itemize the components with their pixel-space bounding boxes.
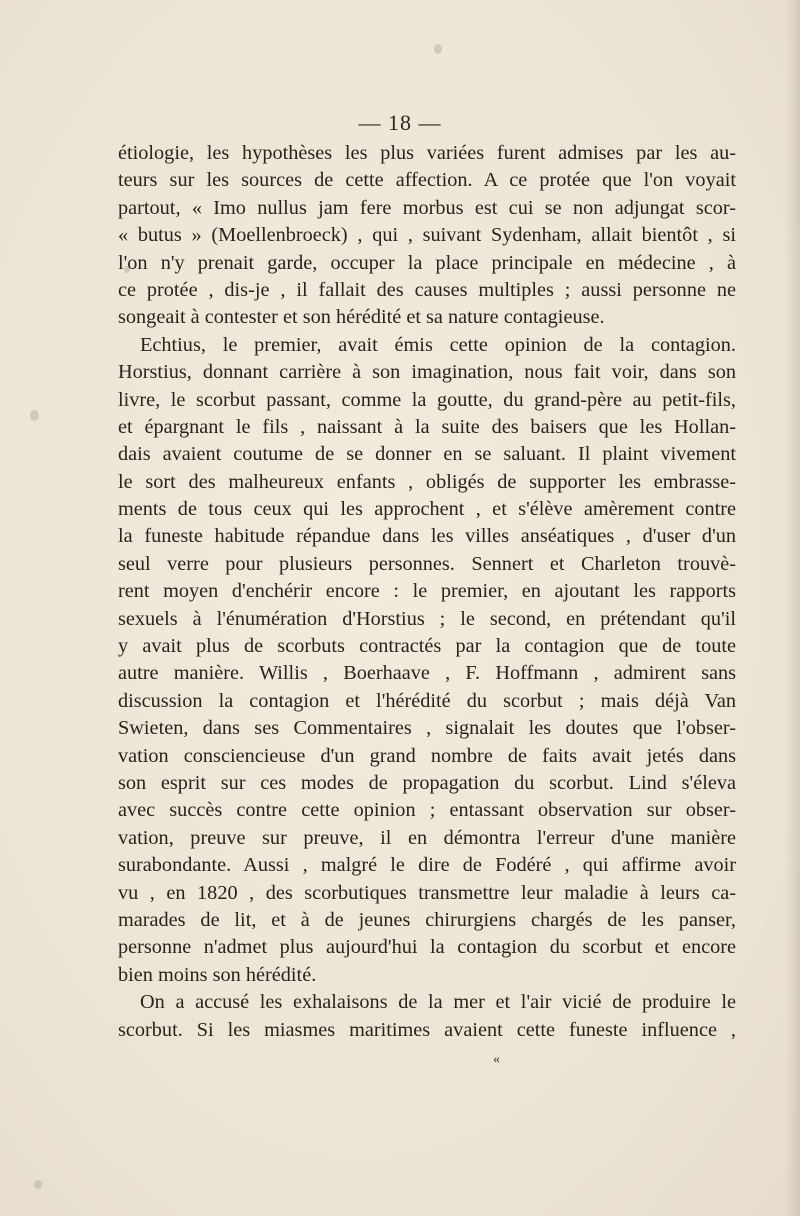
text-line: On a accusé les exhalaisons de la mer et l'air vicié de produire le [140, 991, 736, 1014]
text-line: marades de lit, et à de jeunes chirurgiens chargés de les panser, [118, 908, 736, 931]
ink-stain-bottom-left [34, 1180, 42, 1189]
text-line: bien moins son hérédité. [118, 963, 317, 986]
text-line: Horstius, donnant carrière à son imagination, nous fait voir, dans son [118, 361, 736, 384]
text-line: vu , en 1820 , des scorbutiques transmettre leur maladie à leurs ca- [118, 881, 736, 904]
text-line: teurs sur les sources de cette affection. A ce protée que l'on voyait [118, 169, 736, 192]
text-line: discussion la contagion et l'hérédité du scorbut ; mais déjà Van [118, 689, 736, 712]
text-line: autre manière. Willis , Boerhaave , F. Hoffmann , admirent sans [118, 662, 736, 685]
text-line: songeait à contester et son hérédité et sa nature contagieuse. [118, 306, 605, 329]
catchword-mark: « [493, 1052, 500, 1067]
page-number: — 18 — [358, 110, 442, 135]
body-text [118, 140, 736, 1044]
page-edge-shadow [786, 0, 800, 1216]
text-line: scorbut. Si les miasmes maritimes avaient cette funeste influence , [118, 1018, 736, 1041]
text-line: livre, le scorbut passant, comme la goutte, du grand-père au petit-fils, [118, 388, 736, 411]
text-line: la funeste habitude répandue dans les villes anséatiques , d'user d'un [118, 525, 736, 548]
text-line: surabondante. Aussi , malgré le dire de Fodéré , qui affirme avoir [118, 854, 736, 877]
ink-stain-left-2 [30, 410, 39, 421]
text-line: « butus » (Moellenbroeck) , qui , suivant Sydenham, allait bientôt , si [118, 224, 736, 247]
text-line: y avait plus de scorbuts contractés par la contagion que de toute [118, 635, 736, 658]
text-line: vation, preuve sur preuve, il en démontra l'erreur d'une manière [118, 826, 736, 849]
text-line: son esprit sur ces modes de propagation du scorbut. Lind s'éleva [118, 771, 736, 794]
text-line: ce protée , dis-je , il fallait des causes multiples ; aussi personne ne [118, 278, 736, 301]
text-line: Echtius, le premier, avait émis cette opinion de la contagion. [140, 333, 736, 356]
text-line: l'on n'y prenait garde, occuper la place principale en médecine , à [118, 251, 736, 274]
text-line: et épargnant le fils , naissant à la suite des baisers que les Hollan- [118, 415, 736, 438]
text-line: le sort des malheureux enfants , obligés de supporter les embrasse- [118, 470, 736, 493]
text-line: vation consciencieuse d'un grand nombre de faits avait jetés dans [118, 744, 736, 767]
text-line: avec succès contre cette opinion ; entassant observation sur obser- [118, 799, 736, 822]
ink-stain-top [434, 44, 442, 54]
text-line: étiologie, les hypothèses les plus variées furent admises par les au- [118, 142, 736, 164]
text-line: seul verre pour plusieurs personnes. Sennert et Charleton trouvè- [118, 552, 736, 575]
text-line: Swieten, dans ses Commentaires , signalait les doutes que l'obser- [118, 717, 736, 740]
text-line: ments de tous ceux qui les approchent , et s'élève amèrement contre [118, 498, 736, 521]
text-line: personne n'admet plus aujourd'hui la contagion du scorbut et encore [118, 936, 736, 959]
text-line: dais avaient coutume de se donner en se saluant. Il plaint vivement [118, 443, 736, 466]
text-line: partout, « Imo nullus jam fere morbus est cui se non adjungat scor- [118, 196, 736, 219]
text-line: rent moyen d'enchérir encore : le premier, en ajoutant les rapports [118, 580, 736, 603]
text-line: sexuels à l'énumération d'Horstius ; le second, en prétendant qu'il [118, 607, 736, 630]
